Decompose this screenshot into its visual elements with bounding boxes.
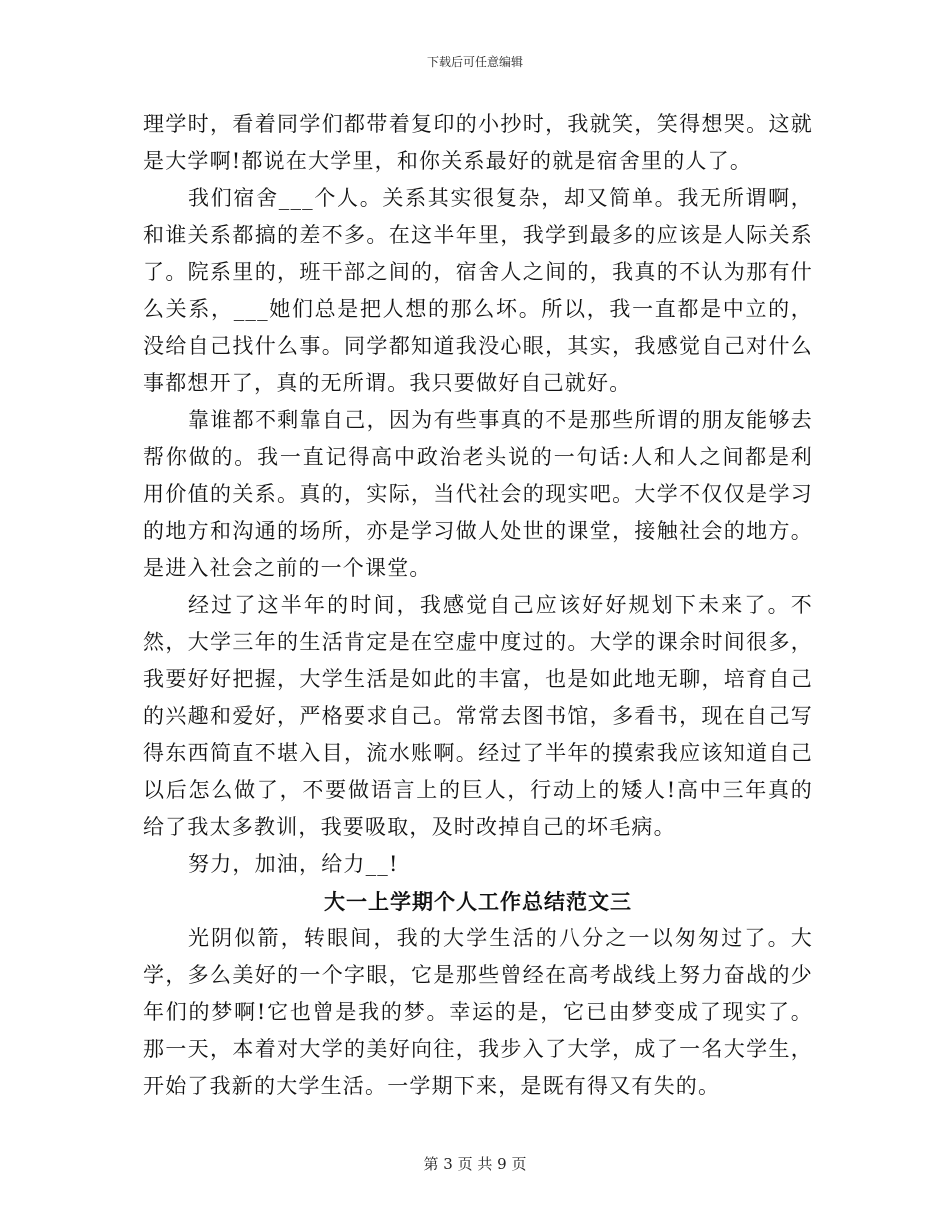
paragraph-section-intro: 光阴似箭，转眼间，我的大学生活的八分之一以匆匆过了。大学，多么美好的一个字眼，它是那些曾经在高考战线上努力奋战的少年们的梦啊!它也曾是我的梦。幸运的是，它已由梦变成了现实了。那一天，本着对大学的美好向往，我步入了大学，成了一名大学生，开始了我新的大学生活。一学期下来，是既有得又有失的。: [143, 926, 813, 1098]
document-body: [143, 106, 813, 1105]
paragraph-self-reliance: 靠谁都不剩靠自己，因为有些事真的不是那些所谓的朋友能够去帮你做的。我一直记得高中政治老头说的一句话:人和人之间都是利用价值的关系。真的，实际，当代社会的现实吧。大学不仅仅是学习的地方和沟通的场所，亦是学习做人处世的课堂，接触社会的地方。是进入社会之前的一个课堂。: [143, 408, 813, 580]
paragraph-planning: 经过了这半年的时间，我感觉自己应该好好规划下未来了。不然，大学三年的生活肯定是在空虚中度过的。大学的课余时间很多，我要好好把握，大学生活是如此的丰富，也是如此地无聊，培育自己的兴趣和爱好，严格要求自己。常常去图书馆，多看书，现在自己写得东西简直不堪入目，流水账啊。经过了半年的摸索我应该知道自己以后怎么做了，不要做语言上的巨人，行动上的矮人!高中三年真的给了我太多教训，我要吸取，及时改掉自己的坏毛病。: [143, 593, 813, 839]
paragraph-continuation: 理学时，看着同学们都带着复印的小抄时，我就笑，笑得想哭。这就是大学啊!都说在大学里，和你关系最好的就是宿舍里的人了。: [143, 112, 813, 173]
paragraph-encouragement: 努力，加油，给力__!: [188, 852, 399, 876]
page-number: 第 3 页 共 9 页: [423, 1155, 527, 1173]
section-title: 大一上学期个人工作总结范文三: [324, 889, 632, 914]
paragraph-dormitory: 我们宿舍___个人。关系其实很复杂，却又简单。我无所谓啊，和谁关系都搞的差不多。在这半年里，我学到最多的应该是人际关系了。院系里的，班干部之间的，宿舍人之间的，我真的不认为那有什么关系，___她们总是把人想的那么坏。所以，我一直都是中立的，没给自己找什么事。同学都知道我没心眼，其实，我感觉自己对什么事都想开了，真的无所谓。我只要做好自己就好。: [143, 186, 813, 395]
page-header: 下载后可任意编辑: [426, 55, 523, 69]
